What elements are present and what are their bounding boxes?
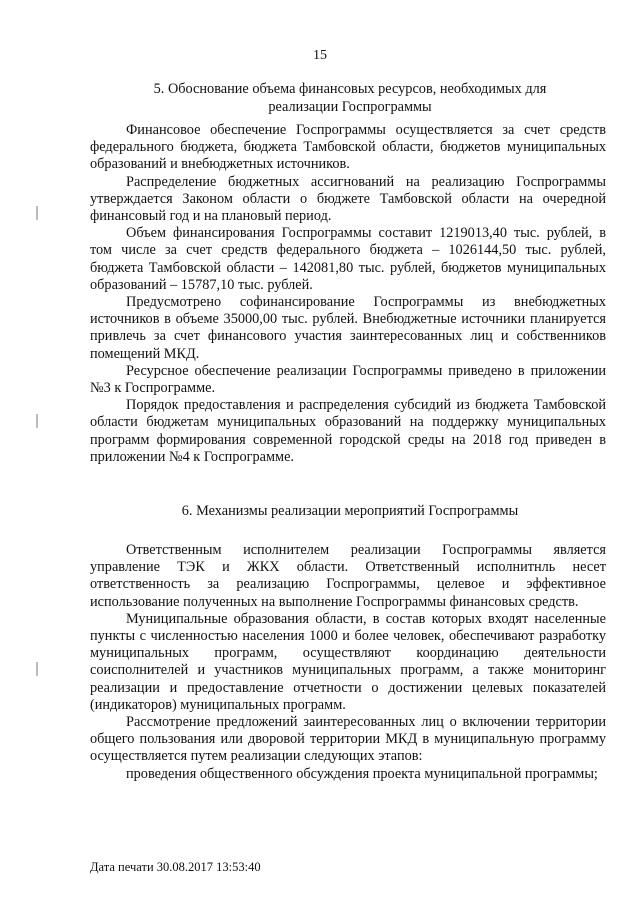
print-date-footer: Дата печати 30.08.2017 13:53:40	[90, 860, 261, 874]
paragraph: Ответственным исполнителем реализации Госпрограммы является управление ТЭК и ЖКХ области. Ответственный исполнитнль несет ответственность за реализацию Госпрограммы, целевое и эффективное использование полученных на выполнение Госпрограммы финансовых средств.	[90, 542, 606, 610]
section5-body	[90, 122, 606, 466]
section5-heading	[90, 80, 610, 116]
paragraph: Финансовое обеспечение Госпрограммы осуществляется за счет средств федерального бюджета, бюджета Тамбовской области, бюджетов муниципальных образований и внебюджетных источников.	[90, 122, 606, 173]
scan-margin-mark	[36, 662, 38, 676]
scan-margin-mark	[36, 206, 38, 220]
paragraph: Объем финансирования Госпрограммы составит 1219013,40 тыс. рублей, в том числе за счет средств федерального бюджета – 1026144,50 тыс. рублей, бюджета Тамбовской области – 142081,80 тыс. рублей, бюджетов муниципальных образований – 15787,10 тыс. рублей.	[90, 225, 606, 293]
paragraph: проведения общественного обсуждения проекта муниципальной программы;	[126, 765, 598, 782]
section6-heading: 6. Механизмы реализации мероприятий Госпрограммы	[181, 503, 519, 519]
paragraph: Распределение бюджетных ассигнований на реализацию Госпрограммы утверждается Законом области о бюджете Тамбовской области на очередной финансовый год и на плановый период.	[90, 173, 606, 225]
scan-margin-mark	[36, 414, 38, 428]
paragraph: Предусмотрено софинансирование Госпрограммы из внебюджетных источников в объеме 35000,00 тыс. рублей. Внебюджетные источники планируется привлечь за счет финансового участия заинтересованных лиц и собственников помещений МКД.	[90, 294, 606, 362]
section5-heading-line1: 5. Обоснование объема финансовых ресурсов, необходимых для	[153, 81, 547, 97]
paragraph: Муниципальные образования области, в состав которых входят населенные пункты с численностью населения 1000 и более человек, обеспечивают разработку муниципальных программ, осуществляют координацию деятельности соисполнителей и участников муниципальных программ, а также мониторинг реализации и предоставление отчетности о достижении целевых показателей (индикаторов) муниципальных программ.	[90, 610, 606, 713]
paragraph: Рассмотрение предложений заинтересованных лиц о включении территории общего пользования или дворовой территории МКД в муниципальную программу осуществляется путем реализации следующих этапов:	[90, 714, 606, 765]
section6-body	[90, 542, 606, 783]
page-number: 15	[313, 48, 327, 63]
section5-heading-line2: реализации Госпрограммы	[268, 99, 432, 115]
paragraph: Порядок предоставления и распределения субсидий из бюджета Тамбовской области бюджетам муниципальных образований на поддержку муниципальных программ формирования современной городской среды на 2018 год приведен в приложении №4 к Госпрограмме.	[90, 397, 606, 465]
paragraph: Ресурсное обеспечение реализации Госпрограммы приведено в приложении №3 к Госпрограмме.	[90, 362, 606, 397]
